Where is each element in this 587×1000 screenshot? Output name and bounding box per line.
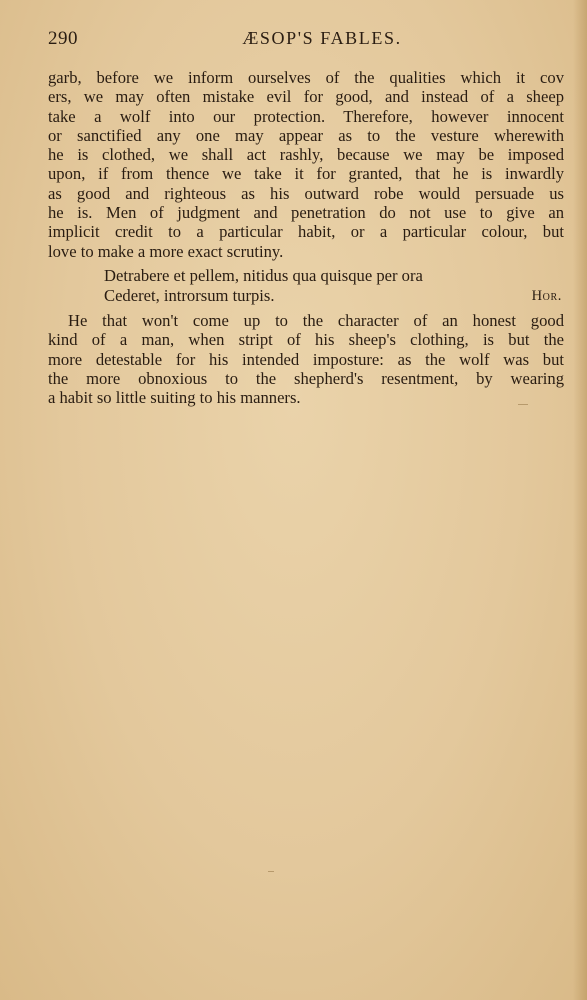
body-text	[48, 68, 564, 407]
text-line: upon, if from thence we take it for granted, that he is inwardly	[48, 164, 564, 184]
text-line: take a wolf into our protection. Therefore, however innocent	[48, 106, 564, 126]
text-line: more detestable for his intended imposture: as the wolf was but	[48, 349, 564, 369]
text-line: love to make a more exact scrutiny.	[48, 241, 284, 261]
quotation-author: Hor.	[531, 287, 562, 304]
ink-mark	[518, 404, 528, 405]
text-line: the more obnoxious to the shepherd's resentment, by wearing	[48, 368, 564, 388]
page-edge-shadow	[573, 0, 587, 1000]
quotation-line	[104, 285, 562, 306]
running-title: ÆSOP'S FABLES.	[242, 28, 402, 48]
text-line: he is clothed, we shall act rashly, because we may be imposed	[48, 145, 564, 165]
text-line: a habit so little suiting to his manners.	[48, 388, 301, 408]
text-line: kind of a man, when stript of his sheep's clothing, is but the	[48, 330, 564, 350]
text-line: as good and righteous as his outward robe would persuade us	[48, 183, 564, 203]
quotation-line: Detrabere et pellem, nitidus qua quisque per ora	[104, 265, 423, 285]
ink-mark	[268, 871, 274, 872]
text-line: ers, we may often mistake evil for good, and instead of a sheep	[48, 87, 564, 107]
paragraph-application	[48, 311, 564, 407]
text-line: implicit credit to a particular habit, or a particular colour, but	[48, 222, 564, 242]
latin-quotation	[48, 265, 562, 306]
running-head	[48, 28, 564, 50]
text-line: he is. Men of judgment and penetration do not use to give an	[48, 203, 564, 223]
text-line: garb, before we inform ourselves of the qualities which it cov	[48, 68, 564, 87]
text-line: He that won't come up to the character of an honest good	[68, 310, 564, 330]
page-number: 290	[48, 28, 78, 49]
quotation-line-text: Cederet, introrsum turpis.	[104, 285, 275, 305]
paragraph-moral	[48, 68, 564, 261]
text-line: or sanctified any one may appear as to the vesture wherewith	[48, 125, 564, 145]
